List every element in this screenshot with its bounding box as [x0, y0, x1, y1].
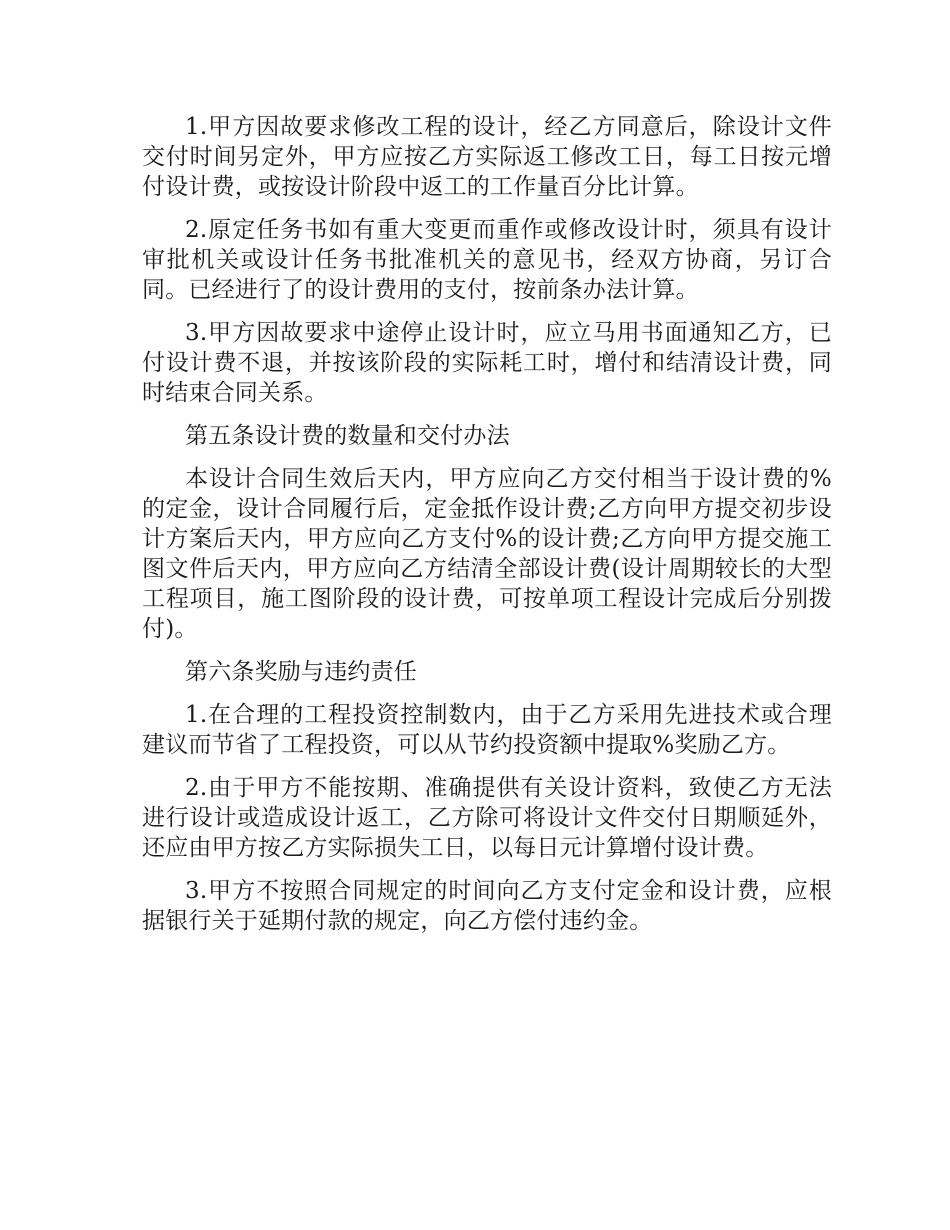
article-5-heading: 第五条设计费的数量和交付办法 [185, 423, 510, 449]
clause-task-change: 2.原定任务书如有重大变更而重作或修改设计时，须具有设计审批机关或设计任务书批准机关的意见书，经双方协商，另订合同。已经进行了的设计费用的支付，按前条办法计算。 [142, 217, 832, 303]
article-6-heading: 第六条奖励与违约责任 [185, 659, 417, 685]
clause-reward: 1.在合理的工程投资控制数内，由于乙方采用先进技术或合理建议而节省了工程投资，可以从节约投资额中提取%奖励乙方。 [142, 702, 832, 758]
article-5-body: 本设计合同生效后天内，甲方应向乙方交付相当于设计费的%的定金，设计合同履行后，定金抵作设计费;乙方向甲方提交初步设计方案后天内，甲方应向乙方支付%的设计费;乙方向甲方提交施工图文件后天内，甲方应向乙方结清全部设计费(设计周期较长的大型工程项目，施工图阶段的设计费，可按单项工程设计完成后分别拨付)。 [142, 466, 832, 642]
clause-delay-materials: 2.由于甲方不能按期、准确提供有关设计资料，致使乙方无法进行设计或造成设计返工，乙方除可将设计文件交付日期顺延外，还应由甲方按乙方实际损失工日，以每日元计算增付设计费。 [142, 775, 832, 861]
clause-design-modification: 1.甲方因故要求修改工程的设计，经乙方同意后，除设计文件交付时间另定外，甲方应按乙方实际返工修改工日，每工日按元增付设计费，或按设计阶段中返工的工作量百分比计算。 [142, 114, 832, 200]
clause-stop-design: 3.甲方因故要求中途停止设计时，应立马用书面通知乙方，已付设计费不退，并按该阶段的实际耗工时，增付和结清设计费，同时结束合同关系。 [142, 320, 832, 406]
document-body [142, 112, 832, 949]
clause-late-payment: 3.甲方不按照合同规定的时间向乙方支付定金和设计费，应根据银行关于延期付款的规定，向乙方偿付违约金。 [142, 878, 832, 934]
